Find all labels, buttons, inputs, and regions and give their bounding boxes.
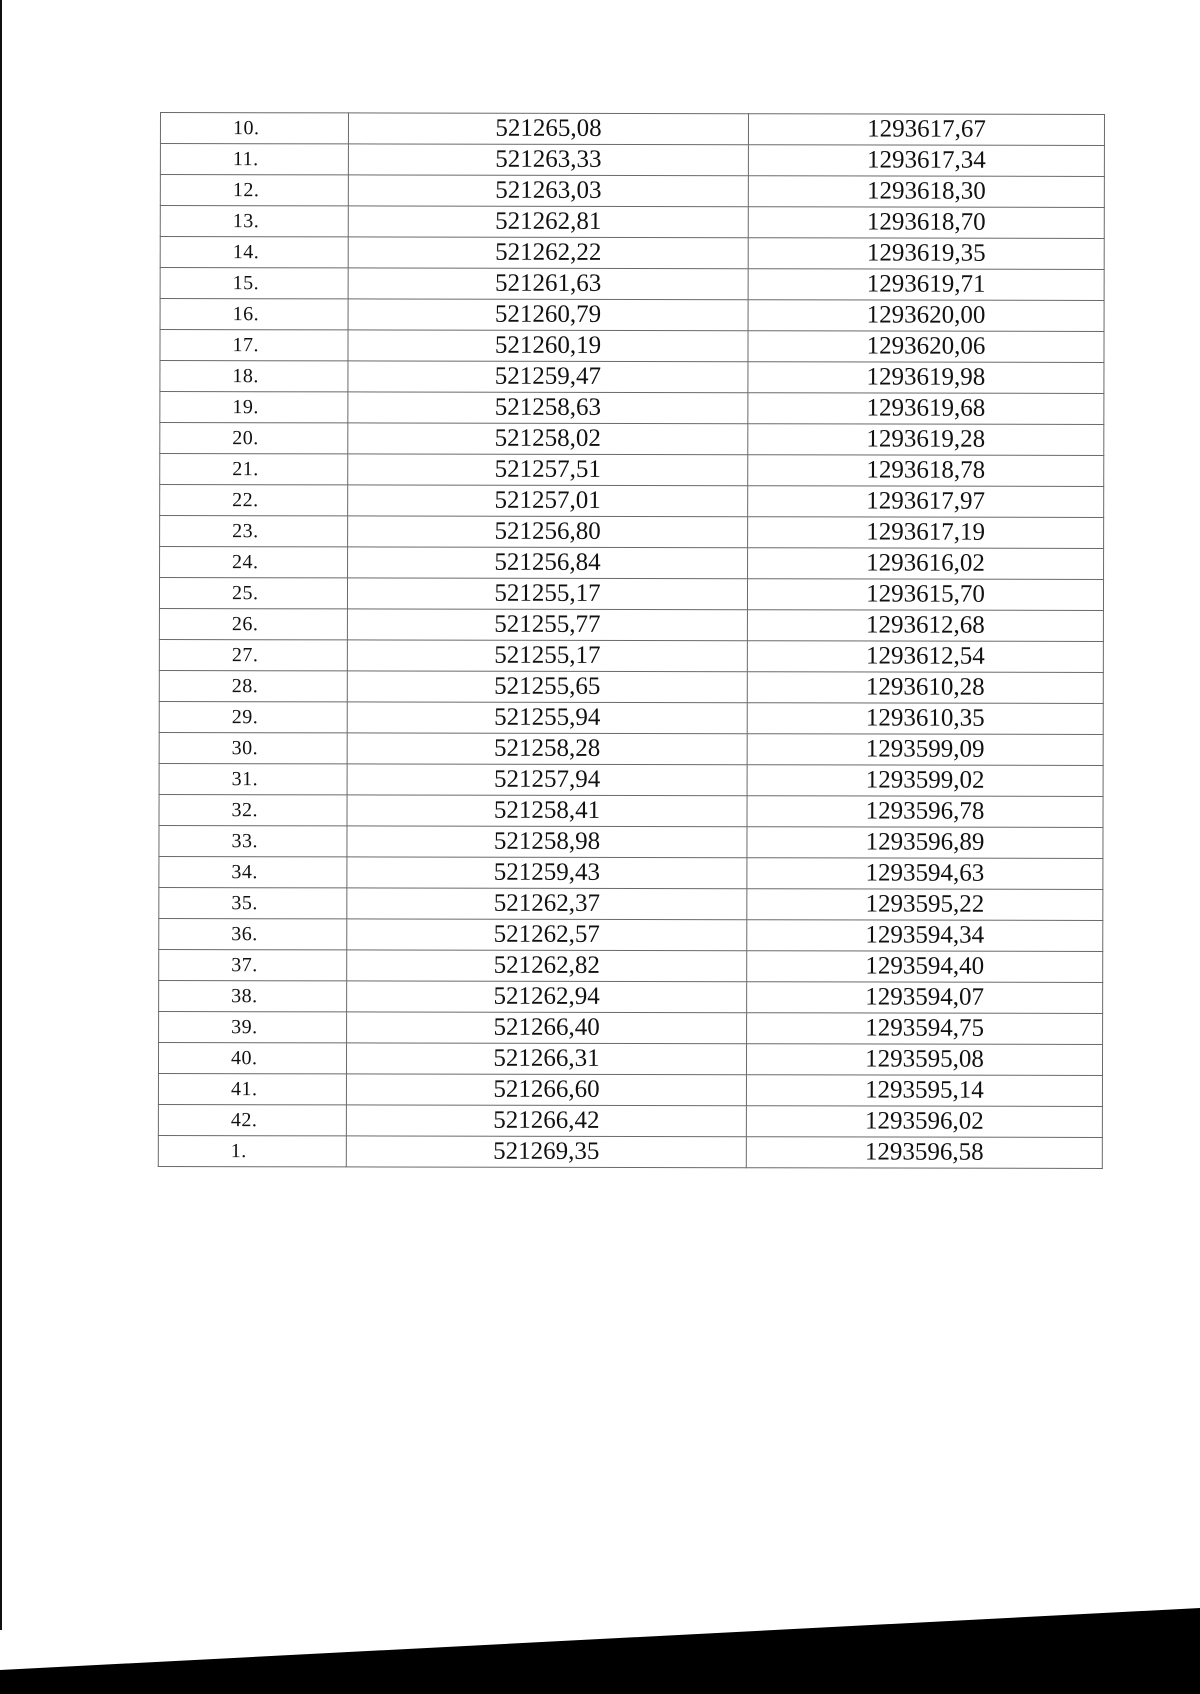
scan-dark-border <box>0 1608 1200 1694</box>
y-coordinate-cell: 1293596,89 <box>747 827 1103 859</box>
x-coordinate-cell: 521266,40 <box>347 1012 747 1044</box>
y-coordinate-cell: 1293599,02 <box>747 765 1103 797</box>
table-row <box>158 1135 1102 1168</box>
y-coordinate-cell: 1293617,19 <box>748 517 1104 549</box>
x-coordinate-cell: 521259,47 <box>348 361 748 393</box>
point-number-cell: 32. <box>159 794 347 825</box>
x-coordinate-cell: 521257,51 <box>348 454 748 486</box>
y-coordinate-cell: 1293612,54 <box>747 641 1103 673</box>
point-number-cell: 24. <box>160 547 348 578</box>
x-coordinate-cell: 521260,79 <box>348 299 748 331</box>
y-coordinate-cell: 1293594,07 <box>747 982 1103 1014</box>
point-number-cell: 38. <box>159 980 347 1011</box>
point-number-cell: 26. <box>159 608 347 639</box>
point-number-cell: 40. <box>158 1042 346 1073</box>
coordinates-table-body <box>158 113 1104 1169</box>
y-coordinate-cell: 1293594,40 <box>747 951 1103 983</box>
x-coordinate-cell: 521263,03 <box>348 175 748 207</box>
y-coordinate-cell: 1293612,68 <box>747 610 1103 642</box>
x-coordinate-cell: 521262,22 <box>348 237 748 269</box>
point-number-cell: 22. <box>160 485 348 516</box>
table-row <box>159 794 1103 827</box>
y-coordinate-cell: 1293595,14 <box>746 1075 1102 1107</box>
table-row <box>160 547 1104 580</box>
scan-left-edge <box>0 0 2 1630</box>
table-row <box>159 578 1103 611</box>
x-coordinate-cell: 521255,77 <box>347 609 747 641</box>
y-coordinate-cell: 1293617,34 <box>748 145 1104 177</box>
point-number-cell: 15. <box>160 268 348 299</box>
x-coordinate-cell: 521262,94 <box>347 981 747 1013</box>
y-coordinate-cell: 1293594,63 <box>747 858 1103 890</box>
point-number-cell: 10. <box>160 113 348 144</box>
point-number-cell: 21. <box>160 454 348 485</box>
point-number-cell: 27. <box>159 639 347 670</box>
x-coordinate-cell: 521258,98 <box>347 826 747 858</box>
y-coordinate-cell: 1293599,09 <box>747 734 1103 766</box>
x-coordinate-cell: 521263,33 <box>348 144 748 176</box>
y-coordinate-cell: 1293618,78 <box>748 455 1104 487</box>
x-coordinate-cell: 521258,63 <box>348 392 748 424</box>
table-row <box>159 639 1103 672</box>
y-coordinate-cell: 1293594,75 <box>747 1013 1103 1045</box>
x-coordinate-cell: 521256,80 <box>348 516 748 548</box>
x-coordinate-cell: 521265,08 <box>348 113 748 145</box>
point-number-cell: 35. <box>159 887 347 918</box>
table-row <box>160 299 1104 332</box>
table-row <box>160 113 1104 146</box>
table-row <box>160 237 1104 270</box>
table-row <box>160 144 1104 177</box>
y-coordinate-cell: 1293619,35 <box>748 238 1104 270</box>
table-row <box>158 1073 1102 1106</box>
point-number-cell: 20. <box>160 423 348 454</box>
table-row <box>159 949 1103 982</box>
point-number-cell: 11. <box>160 144 348 175</box>
point-number-cell: 1. <box>158 1135 346 1166</box>
x-coordinate-cell: 521266,31 <box>346 1043 746 1075</box>
table-row <box>160 423 1104 456</box>
point-number-cell: 37. <box>159 949 347 980</box>
x-coordinate-cell: 521266,42 <box>346 1105 746 1137</box>
table-row <box>159 670 1103 703</box>
x-coordinate-cell: 521262,37 <box>347 888 747 920</box>
x-coordinate-cell: 521262,82 <box>347 950 747 982</box>
table-row <box>159 887 1103 920</box>
point-number-cell: 17. <box>160 330 348 361</box>
y-coordinate-cell: 1293595,22 <box>747 889 1103 921</box>
y-coordinate-cell: 1293620,00 <box>748 300 1104 332</box>
x-coordinate-cell: 521258,41 <box>347 795 747 827</box>
point-number-cell: 34. <box>159 856 347 887</box>
point-number-cell: 19. <box>160 392 348 423</box>
x-coordinate-cell: 521269,35 <box>346 1136 746 1168</box>
y-coordinate-cell: 1293610,35 <box>747 703 1103 735</box>
point-number-cell: 31. <box>159 763 347 794</box>
y-coordinate-cell: 1293619,71 <box>748 269 1104 301</box>
point-number-cell: 25. <box>159 578 347 609</box>
y-coordinate-cell: 1293596,02 <box>746 1106 1102 1138</box>
table-row <box>160 516 1104 549</box>
table-row <box>159 856 1103 889</box>
table-row <box>159 608 1103 641</box>
table-row <box>159 825 1103 858</box>
x-coordinate-cell: 521258,28 <box>347 733 747 765</box>
table-row <box>159 1011 1103 1044</box>
x-coordinate-cell: 521266,60 <box>346 1074 746 1106</box>
x-coordinate-cell: 521256,84 <box>348 547 748 579</box>
table-row <box>158 1042 1102 1075</box>
x-coordinate-cell: 521260,19 <box>348 330 748 362</box>
x-coordinate-cell: 521255,65 <box>347 671 747 703</box>
table-row <box>159 980 1103 1013</box>
x-coordinate-cell: 521255,94 <box>347 702 747 734</box>
point-number-cell: 29. <box>159 701 347 732</box>
table-row <box>160 392 1104 425</box>
x-coordinate-cell: 521261,63 <box>348 268 748 300</box>
x-coordinate-cell: 521262,81 <box>348 206 748 238</box>
table-row <box>159 918 1103 951</box>
x-coordinate-cell: 521257,01 <box>348 485 748 517</box>
y-coordinate-cell: 1293610,28 <box>747 672 1103 704</box>
table-row <box>159 763 1103 796</box>
point-number-cell: 14. <box>160 237 348 268</box>
x-coordinate-cell: 521255,17 <box>347 578 747 610</box>
point-number-cell: 39. <box>159 1011 347 1042</box>
y-coordinate-cell: 1293619,68 <box>748 393 1104 425</box>
point-number-cell: 13. <box>160 206 348 237</box>
table-row <box>160 330 1104 363</box>
table-row <box>158 1104 1102 1137</box>
x-coordinate-cell: 521258,02 <box>348 423 748 455</box>
point-number-cell: 12. <box>160 175 348 206</box>
table-row <box>160 361 1104 394</box>
y-coordinate-cell: 1293596,58 <box>746 1137 1102 1169</box>
table-row <box>159 701 1103 734</box>
table-row <box>160 454 1104 487</box>
point-number-cell: 16. <box>160 299 348 330</box>
y-coordinate-cell: 1293620,06 <box>748 331 1104 363</box>
point-number-cell: 36. <box>159 918 347 949</box>
y-coordinate-cell: 1293617,97 <box>748 486 1104 518</box>
y-coordinate-cell: 1293619,98 <box>748 362 1104 394</box>
y-coordinate-cell: 1293596,78 <box>747 796 1103 828</box>
y-coordinate-cell: 1293615,70 <box>747 579 1103 611</box>
coordinates-table <box>158 112 1105 1169</box>
y-coordinate-cell: 1293616,02 <box>748 548 1104 580</box>
x-coordinate-cell: 521255,17 <box>347 640 747 672</box>
y-coordinate-cell: 1293595,08 <box>746 1044 1102 1076</box>
x-coordinate-cell: 521257,94 <box>347 764 747 796</box>
point-number-cell: 28. <box>159 670 347 701</box>
point-number-cell: 33. <box>159 825 347 856</box>
table-row <box>160 268 1104 301</box>
x-coordinate-cell: 521262,57 <box>347 919 747 951</box>
point-number-cell: 18. <box>160 361 348 392</box>
table-row <box>160 485 1104 518</box>
table-row <box>159 732 1103 765</box>
y-coordinate-cell: 1293619,28 <box>748 424 1104 456</box>
point-number-cell: 41. <box>158 1073 346 1104</box>
y-coordinate-cell: 1293617,67 <box>748 114 1104 146</box>
point-number-cell: 42. <box>158 1104 346 1135</box>
point-number-cell: 23. <box>160 516 348 547</box>
point-number-cell: 30. <box>159 732 347 763</box>
table-row <box>160 175 1104 208</box>
y-coordinate-cell: 1293618,70 <box>748 207 1104 239</box>
y-coordinate-cell: 1293594,34 <box>747 920 1103 952</box>
y-coordinate-cell: 1293618,30 <box>748 176 1104 208</box>
x-coordinate-cell: 521259,43 <box>347 857 747 889</box>
table-row <box>160 206 1104 239</box>
